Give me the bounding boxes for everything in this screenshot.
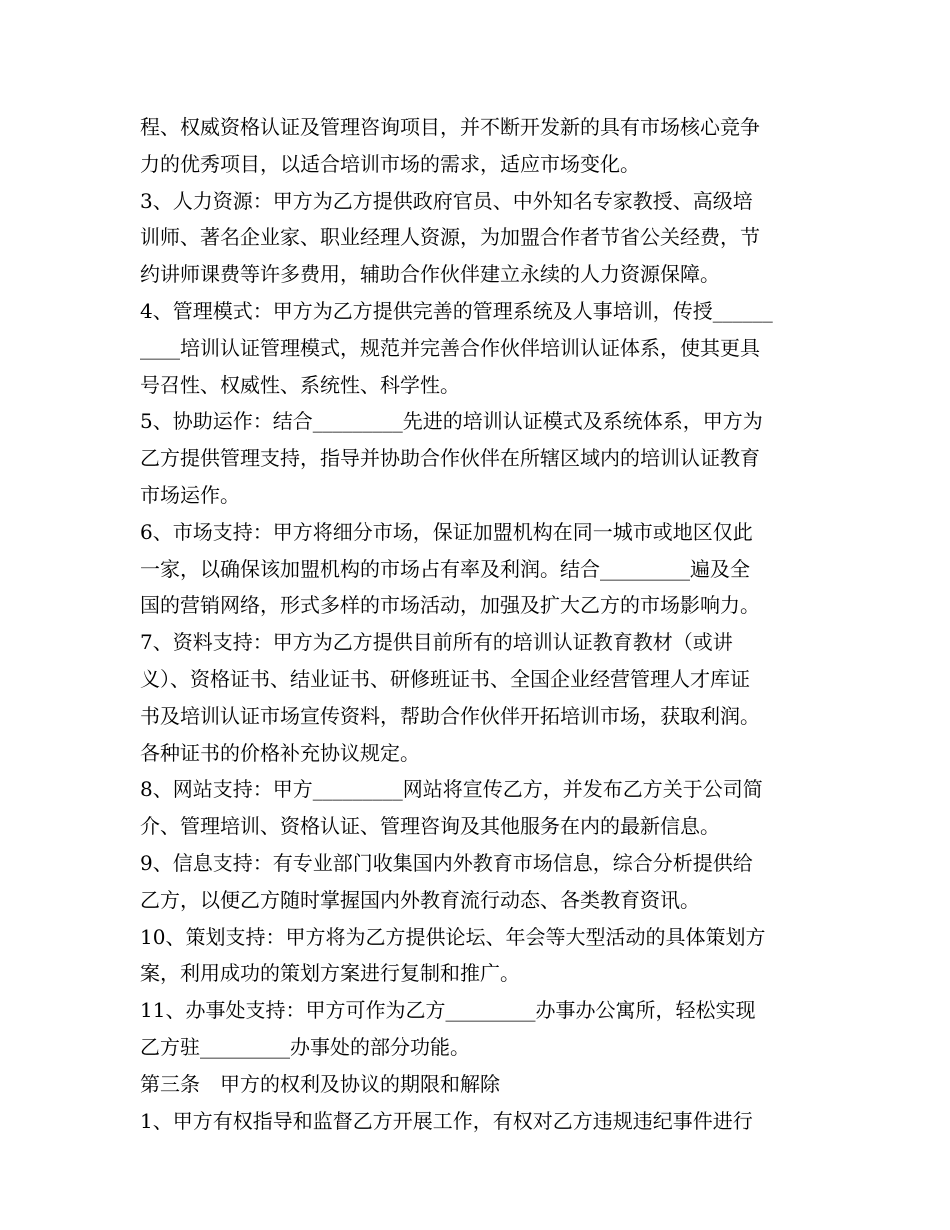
text-line: 乙方提供管理支持，指导并协助合作伙伴在所辖区域内的培训认证教育 <box>140 446 760 471</box>
text-line: 6、市场支持：甲方将细分市场，保证加盟机构在同一城市或地区仅此 <box>140 519 753 544</box>
text-line: 各种证书的价格补充协议规定。 <box>140 740 420 765</box>
text-line: 国的营销网络，形式多样的市场活动，加强及扩大乙方的市场影响力。 <box>140 593 760 618</box>
text-line: 义）、资格证书、结业证书、研修班证书、全国企业经营管理人才库证 <box>140 666 750 691</box>
text-line: 案，利用成功的策划方案进行复制和推广。 <box>140 961 520 986</box>
text-line: 1、甲方有权指导和监督乙方开展工作，有权对乙方违规违纪事件进行 <box>140 1108 753 1133</box>
text-line: ____培训认证管理模式，规范并完善合作伙伴培训认证体系，使其更具 <box>140 335 760 360</box>
text-line: 力的优秀项目，以适合培训市场的需求，适应市场变化。 <box>140 151 640 176</box>
document-body <box>140 109 820 1139</box>
text-line: 5、协助运作：结合_________先进的培训认证模式及系统体系，甲方为 <box>140 409 763 434</box>
text-line: 10、策划支持：甲方将为乙方提供论坛、年会等大型活动的具体策划方 <box>140 924 766 949</box>
text-line: 9、信息支持：有专业部门收集国内外教育市场信息，综合分析提供给 <box>140 850 753 875</box>
text-line: 11、办事处支持：甲方可作为乙方_________办事办公寓所，轻松实现 <box>140 998 756 1023</box>
text-line: 市场运作。 <box>140 482 240 507</box>
text-line: 3、人力资源：甲方为乙方提供政府官员、中外知名专家教授、高级培 <box>140 188 753 213</box>
text-line: 号召性、权威性、系统性、科学性。 <box>140 372 460 397</box>
text-line: 4、管理模式：甲方为乙方提供完善的管理系统及人事培训，传授______ <box>140 298 773 323</box>
text-line: 一家，以确保该加盟机构的市场占有率及利润。结合_________遍及全 <box>140 556 750 581</box>
text-line: 约讲师课费等许多费用，辅助合作伙伴建立永续的人力资源保障。 <box>140 262 720 287</box>
text-line: 程、权威资格认证及管理咨询项目，并不断开发新的具有市场核心竞争 <box>140 115 760 139</box>
text-line: 乙方驻_________办事处的部分功能。 <box>140 1034 470 1059</box>
text-line: 训师、著名企业家、职业经理人资源，为加盟合作者节省公关经费，节 <box>140 225 760 250</box>
text-line: 8、网站支持：甲方_________网站将宣传乙方，并发布乙方关于公司简 <box>140 777 763 802</box>
text-line: 7、资料支持：甲方为乙方提供目前所有的培训认证教育教材（或讲 <box>140 630 733 655</box>
text-line: 介、管理培训、资格认证、管理咨询及其他服务在内的最新信息。 <box>140 814 720 839</box>
text-line: 书及培训认证市场宣传资料，帮助合作伙伴开拓培训市场，获取利润。 <box>140 703 760 728</box>
section-heading: 第三条 甲方的权利及协议的期限和解除 <box>140 1071 500 1096</box>
text-line: 乙方，以便乙方随时掌握国内外教育流行动态、各类教育资讯。 <box>140 887 700 912</box>
